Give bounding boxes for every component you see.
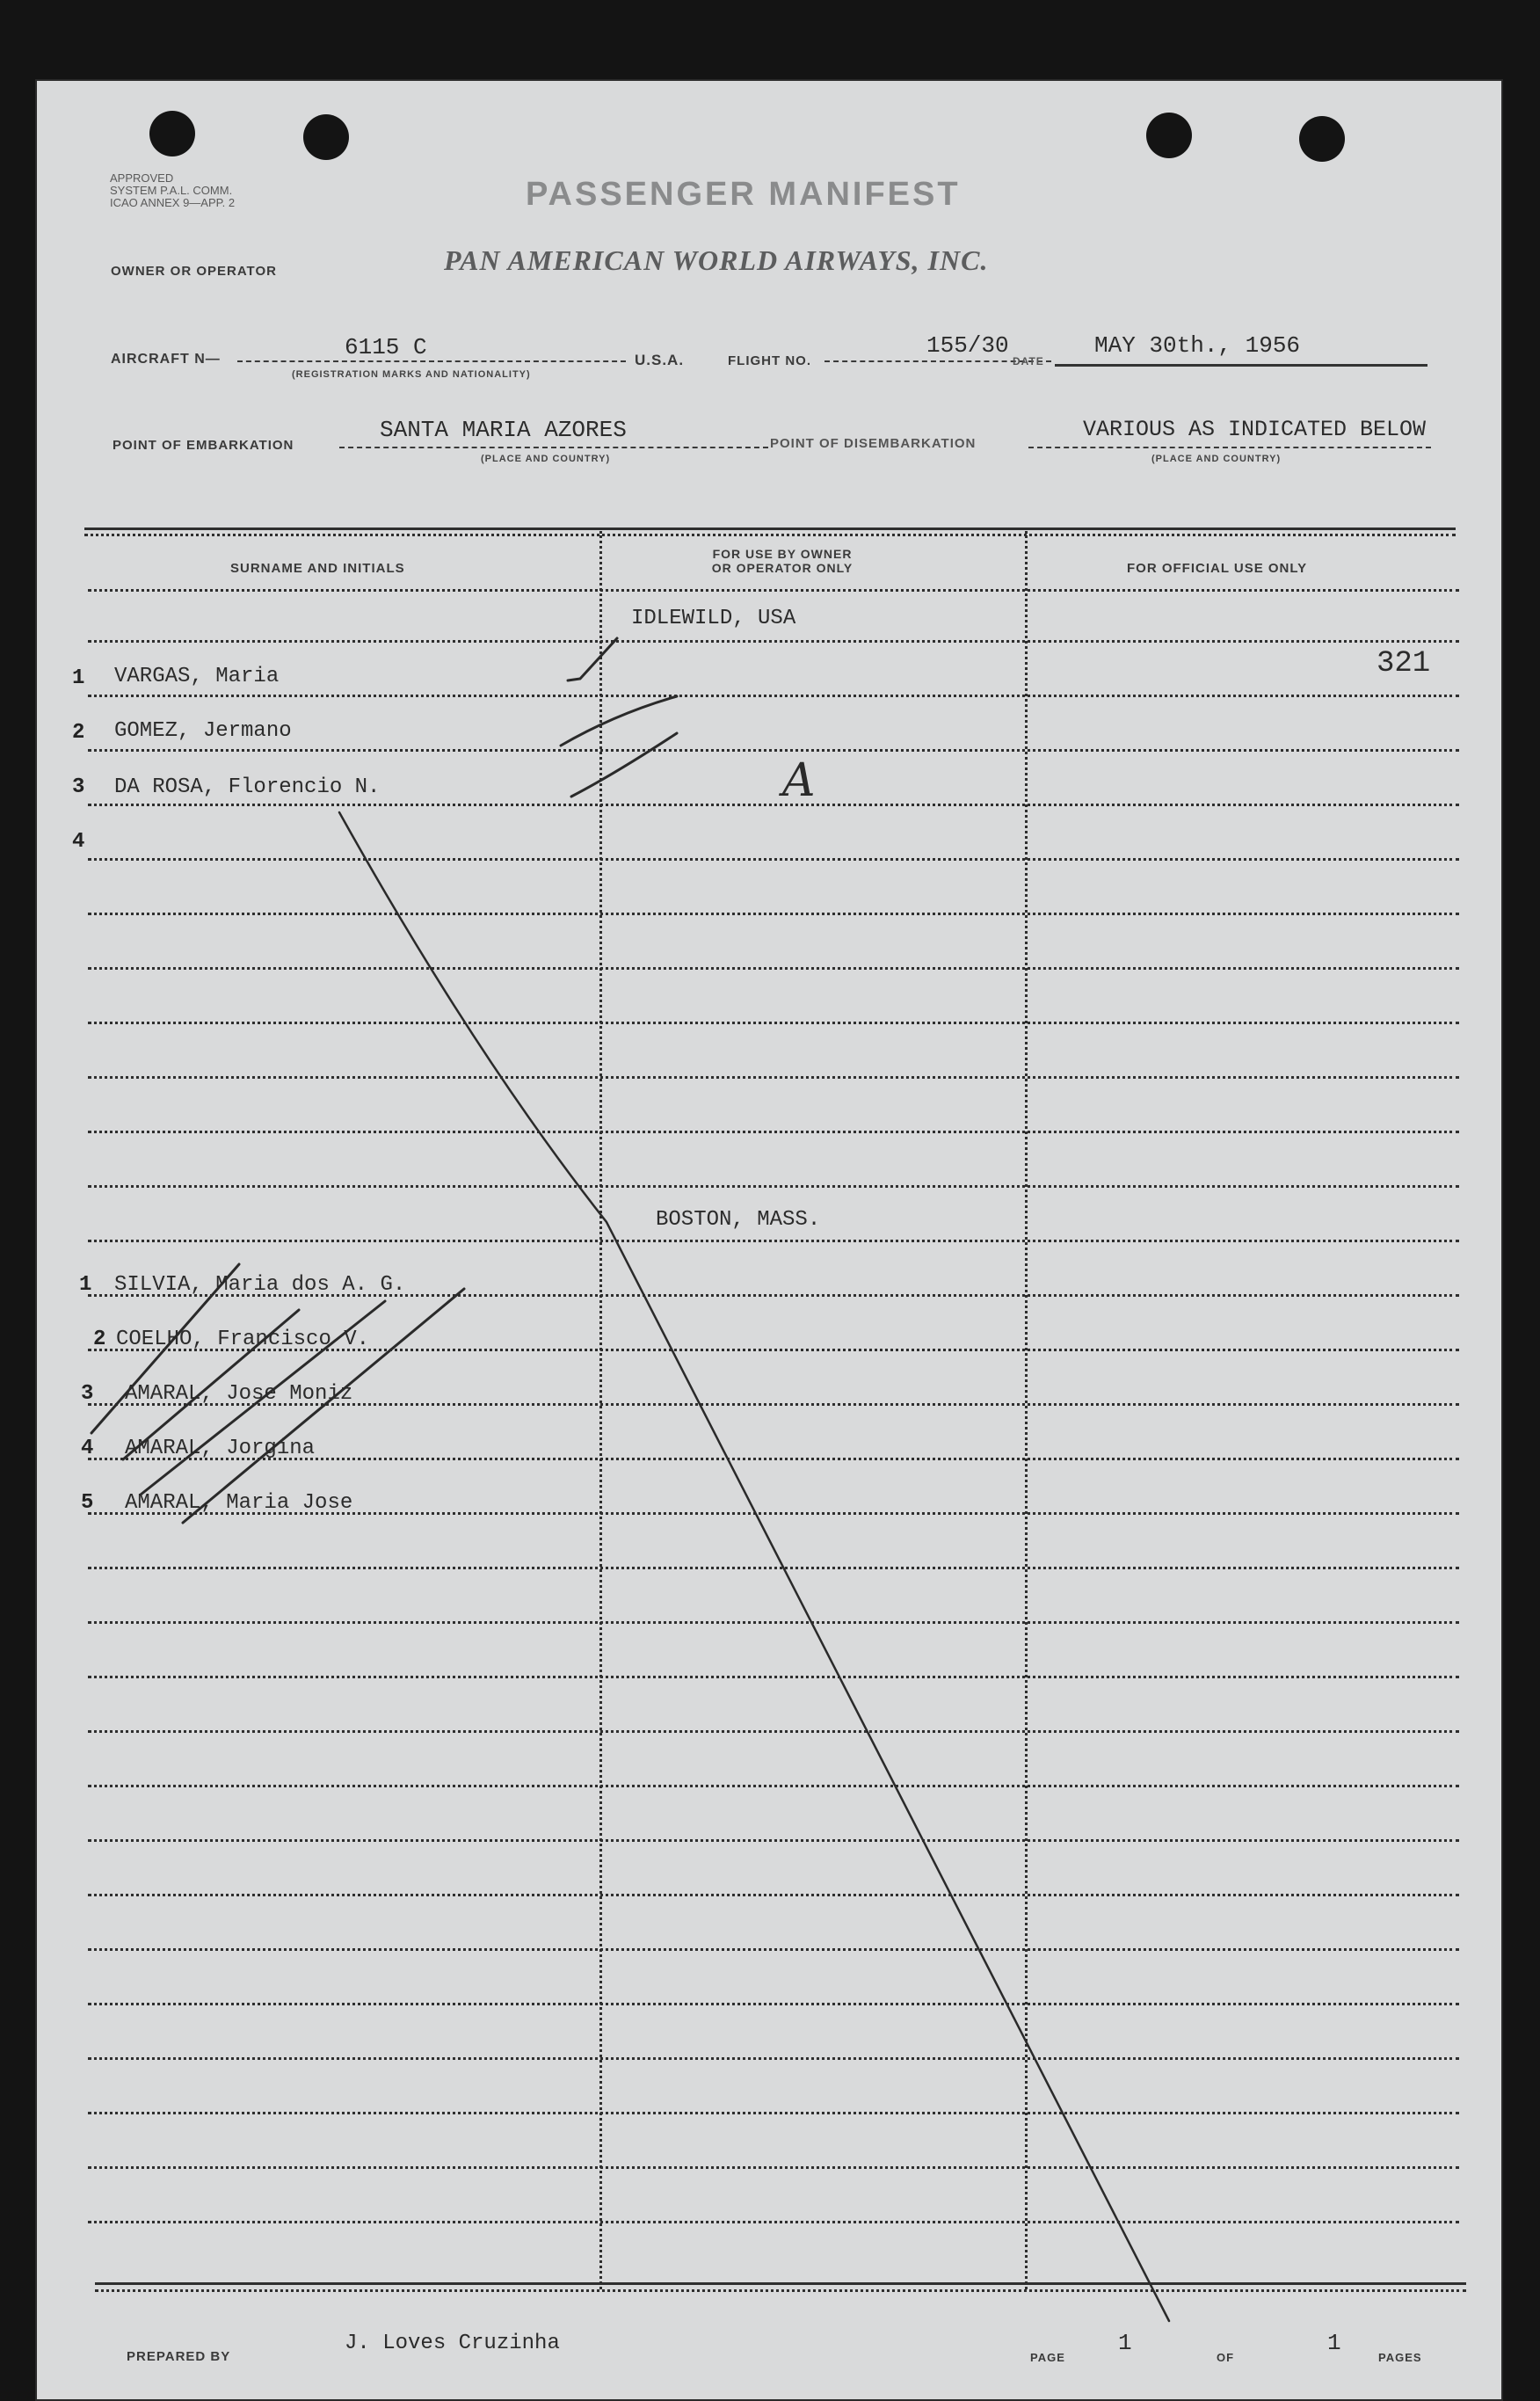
row-number: 4 (72, 830, 85, 854)
table-bottom-rule (95, 2289, 1466, 2292)
approval-line: SYSTEM P.A.L. COMM. (110, 184, 233, 197)
table-row-rule (88, 640, 1459, 643)
table-row-rule (88, 749, 1459, 752)
table-row-rule (88, 589, 1459, 592)
column-divider (599, 531, 602, 2289)
embarkation-label: POINT OF EMBARKATION (113, 438, 294, 453)
row-number: 1 (72, 666, 85, 690)
aircraft-label: AIRCRAFT N— (111, 352, 221, 367)
column-header-surname: SURNAME AND INITIALS (230, 561, 405, 576)
row-number: 4 (81, 1437, 94, 1460)
owner-use-line: FOR USE BY OWNER (712, 547, 853, 561)
embarkation-field-line (339, 447, 768, 448)
date-label: DATE (1013, 355, 1044, 367)
punch-hole (1299, 116, 1345, 162)
prepared-by-label: PREPARED BY (127, 2349, 231, 2364)
row-number: 2 (93, 1328, 106, 1351)
passenger-name: AMARAL, Jorgina (125, 1437, 316, 1460)
date-value: MAY 30th., 1956 (1094, 332, 1301, 359)
flight-value: 155/30 (926, 332, 1009, 359)
form-title: PASSENGER MANIFEST (526, 176, 961, 213)
table-top-rule (84, 527, 1456, 530)
table-row-rule (88, 1076, 1459, 1079)
passenger-name: AMARAL, Jose Moniz (125, 1382, 353, 1406)
destination-boston: BOSTON, MASS. (656, 1208, 821, 1232)
embarkation-caption: (PLACE AND COUNTRY) (481, 454, 611, 464)
passenger-name: VARGAS, Maria (114, 665, 280, 688)
table-bottom-rule (95, 2282, 1466, 2285)
table-row-rule (88, 2221, 1459, 2223)
table-top-rule (84, 534, 1456, 536)
table-row-rule (88, 804, 1459, 806)
embarkation-value: SANTA MARIA AZORES (380, 417, 627, 443)
punch-hole (1146, 113, 1192, 158)
owner-use-line: OR OPERATOR ONLY (711, 561, 854, 575)
disembarkation-caption: (PLACE AND COUNTRY) (1151, 454, 1282, 464)
table-row-rule (88, 1185, 1459, 1188)
aircraft-field-line (237, 360, 626, 362)
owner-label: OWNER OR OPERATOR (111, 264, 277, 279)
table-row-rule (88, 858, 1459, 861)
disembarkation-field-line (1028, 447, 1431, 448)
destination-idlewild: IDLEWILD, USA (631, 607, 796, 630)
approval-line: APPROVED (110, 171, 174, 185)
passenger-name: AMARAL, Maria Jose (125, 1491, 353, 1515)
table-row-rule (88, 2112, 1459, 2114)
passenger-name: SILVIA, Maria dos A. G. (114, 1273, 406, 1297)
column-header-owner-use (686, 547, 879, 575)
handwritten-mark: A (782, 754, 816, 807)
pages-label: PAGES (1378, 2351, 1422, 2364)
disembarkation-label: POINT OF DISEMBARKATION (770, 436, 977, 451)
table-row-rule (88, 1894, 1459, 1896)
punch-hole (303, 114, 349, 160)
passenger-name: GOMEZ, Jermano (114, 719, 292, 743)
punch-hole (149, 111, 195, 156)
table-row-rule (88, 1131, 1459, 1133)
owner-value: PAN AMERICAN WORLD AIRWAYS, INC. (444, 244, 989, 276)
of-label: OF (1217, 2351, 1235, 2364)
official-number: 321 (1377, 647, 1431, 680)
approval-block (110, 172, 235, 209)
table-row-rule (88, 2166, 1459, 2169)
table-row-rule (88, 1948, 1459, 1951)
column-divider (1025, 531, 1028, 2289)
prepared-by-value: J. Loves Cruzinha (345, 2332, 560, 2355)
table-row-rule (88, 1730, 1459, 1733)
table-row-rule (88, 1022, 1459, 1024)
page-value: 1 (1118, 2330, 1132, 2356)
registration-caption: (REGISTRATION MARKS AND NATIONALITY) (292, 369, 531, 380)
table-row-rule (88, 1676, 1459, 1678)
table-row-rule (88, 1567, 1459, 1569)
table-row-rule (88, 1621, 1459, 1624)
row-number: 2 (72, 721, 85, 745)
passenger-name: COELHO, Francisco V. (116, 1328, 370, 1351)
approval-line: ICAO ANNEX 9—APP. 2 (110, 196, 236, 209)
table-row-rule (88, 1839, 1459, 1842)
row-number: 3 (81, 1382, 94, 1406)
flight-label: FLIGHT NO. (728, 353, 811, 368)
table-row-rule (88, 2057, 1459, 2060)
table-row-rule (88, 695, 1459, 697)
usa-label: U.S.A. (635, 352, 685, 368)
table-row-rule (88, 1240, 1459, 1242)
row-number: 5 (81, 1491, 94, 1515)
table-row-rule (88, 1785, 1459, 1787)
pages-value: 1 (1327, 2330, 1341, 2356)
disembarkation-value: VARIOUS AS INDICATED BELOW (1083, 417, 1427, 442)
table-row-rule (88, 913, 1459, 915)
row-number: 3 (72, 775, 85, 799)
row-number: 1 (79, 1273, 92, 1297)
table-row-rule (88, 2003, 1459, 2005)
passenger-name: DA ROSA, Florencio N. (114, 775, 381, 799)
table-row-rule (88, 967, 1459, 970)
aircraft-value: 6115 C (345, 334, 427, 360)
page-label: PAGE (1030, 2351, 1065, 2364)
column-header-official-use: FOR OFFICIAL USE ONLY (1127, 561, 1308, 576)
date-field-line (1055, 364, 1427, 367)
